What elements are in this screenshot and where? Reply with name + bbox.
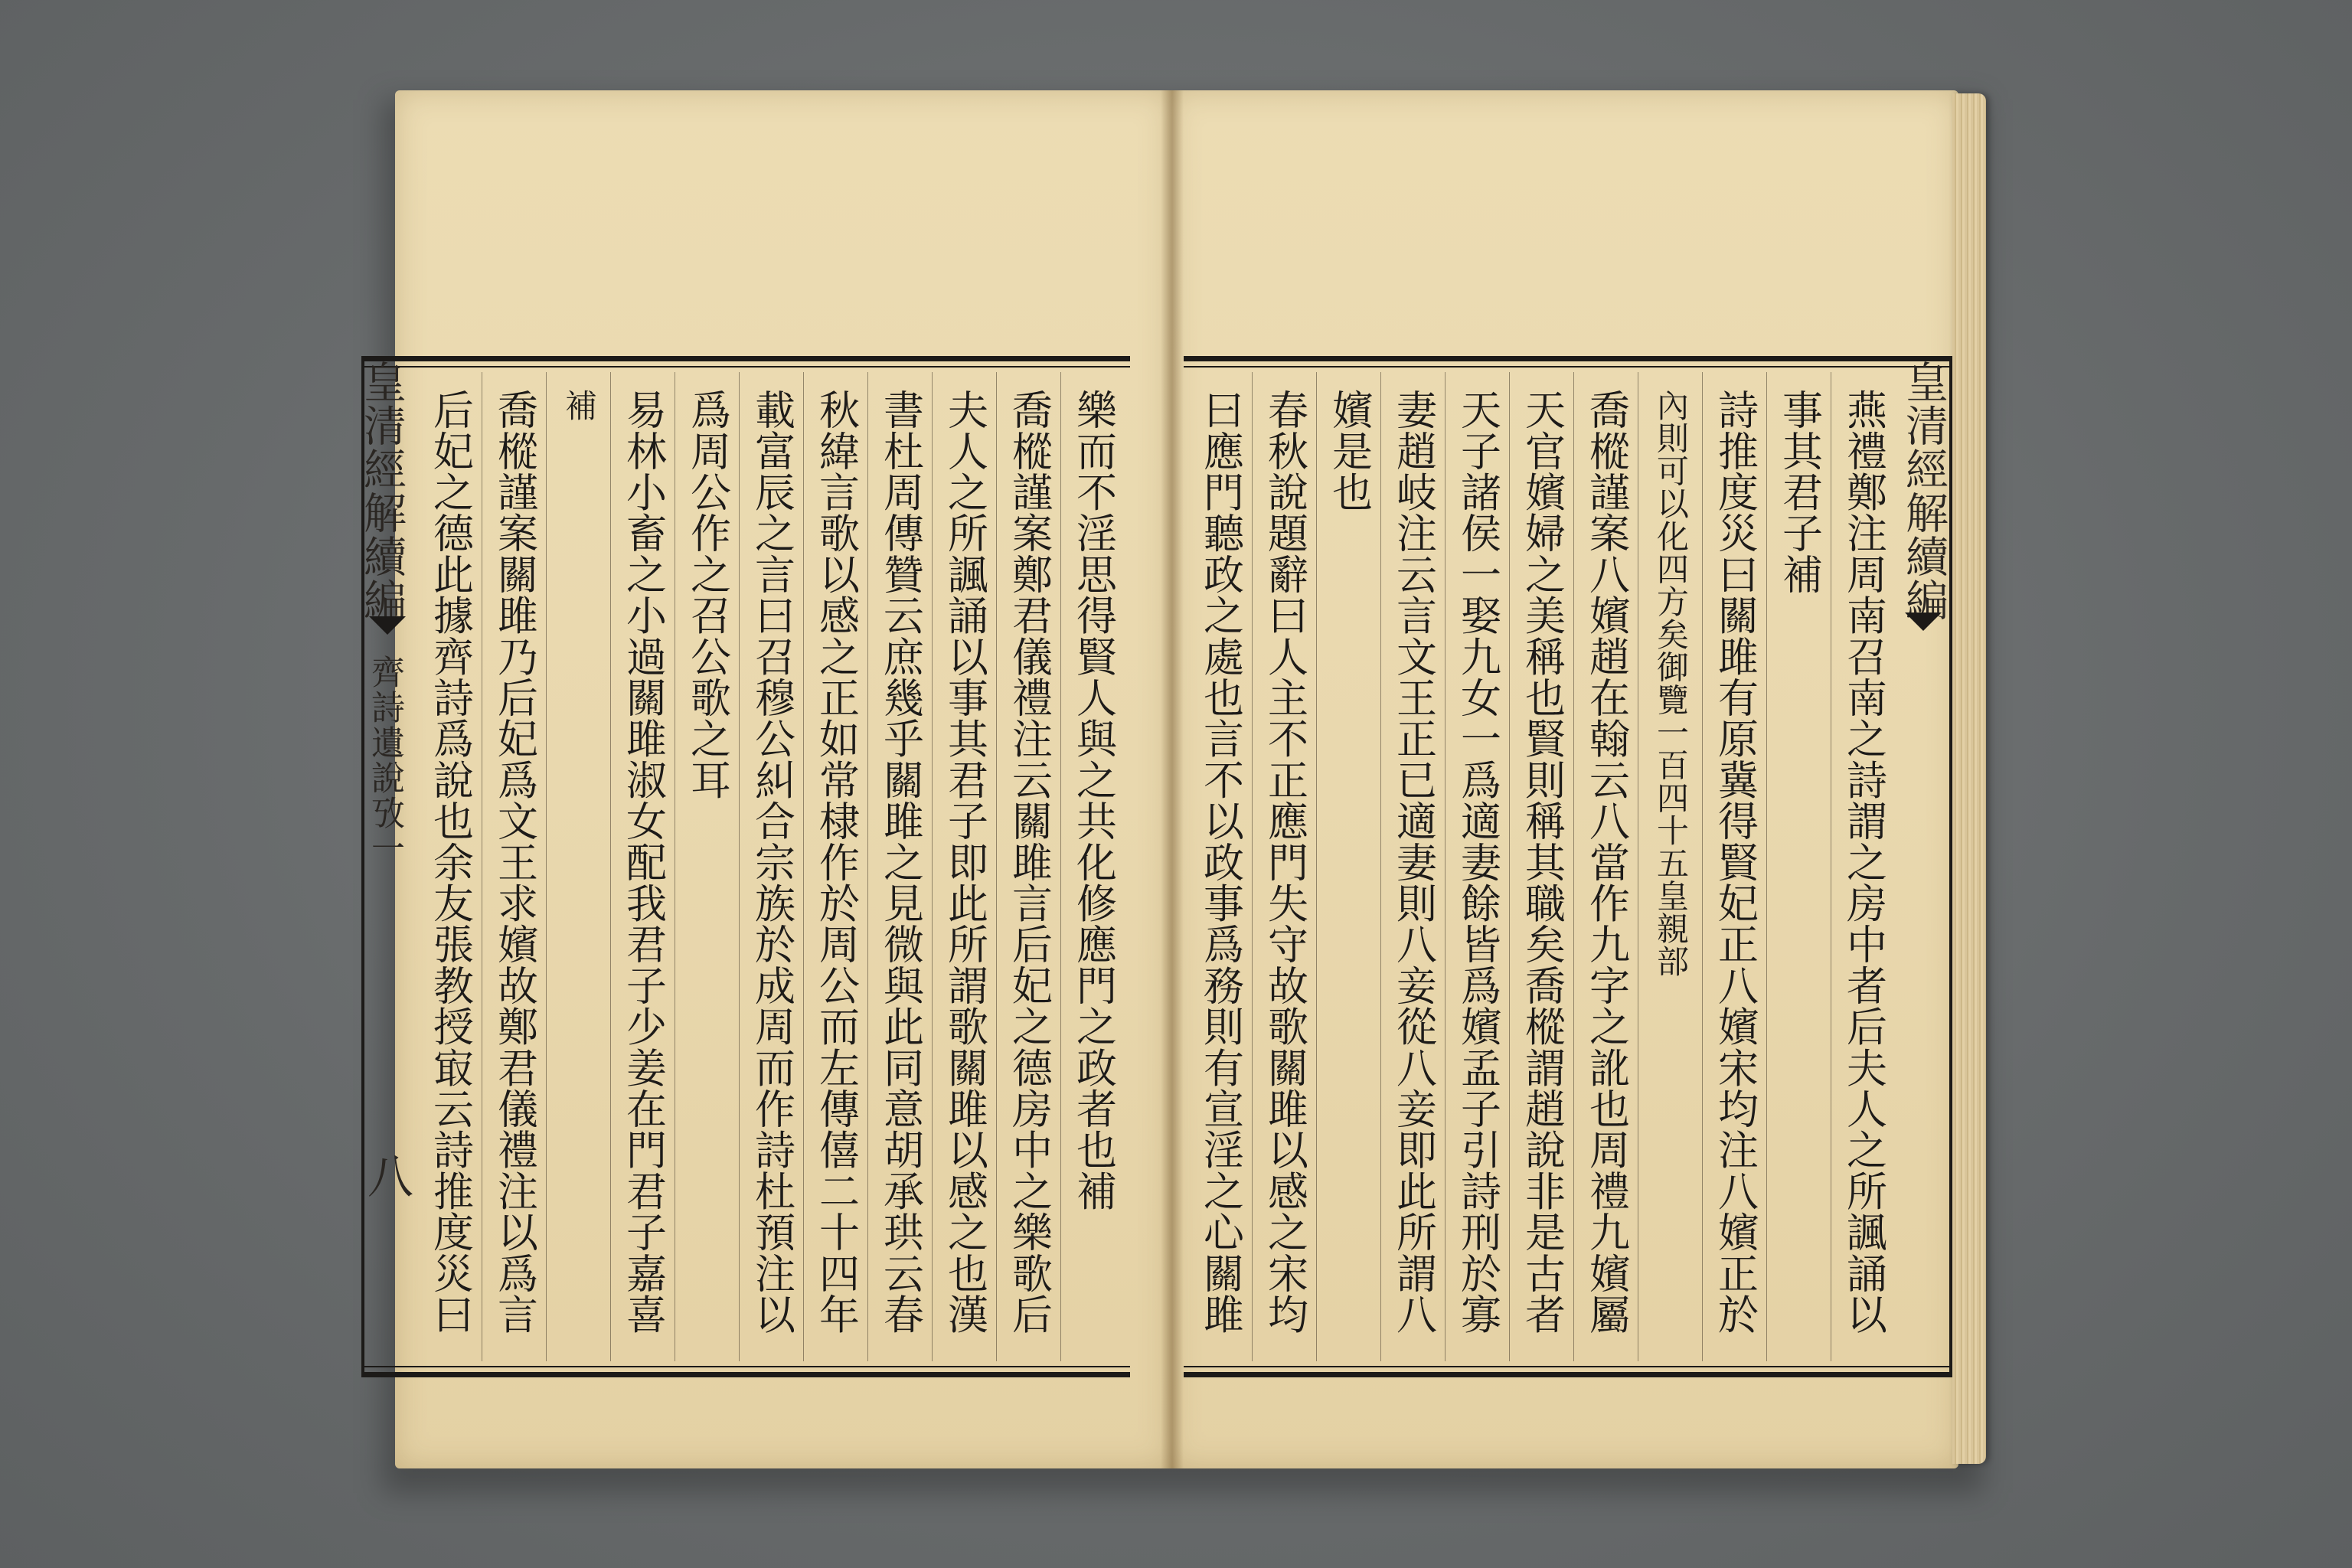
text-column: 秋緯言歌以感之正如常棣作於周公而左傳僖二十四年 (812, 389, 860, 1335)
left-columns (418, 372, 1125, 1361)
left-margin-subtitle: 齊詩遺說攷一 (365, 655, 404, 866)
text-column: 妻趙岐注云言文王正已適妻則八妾從八妾即此所謂八 (1390, 389, 1437, 1335)
right-margin-title: 皇清經解續編 (1899, 360, 1949, 622)
text-column: 曰應門聽政之處也言不以政事爲務則有宣淫之心關雎 (1197, 389, 1244, 1335)
text-column: 爲周公作之召公歌之耳 (684, 389, 731, 800)
text-column: 喬樅謹案鄭君儀禮注云關雎言后妃之德房中之樂歌后 (1005, 389, 1053, 1335)
fish-tail-mark (369, 616, 406, 635)
text-column: 詩推度災曰關雎有原冀得賢妃正八嬪宋均注八嬪正於 (1711, 389, 1759, 1335)
text-column: 燕禮鄭注周南召南之詩謂之房中者后夫人之所諷誦以 (1840, 389, 1887, 1335)
left-margin-title: 皇清經解續編 (357, 360, 407, 622)
text-column: 書杜周傳贊云庶幾乎關雎之見微與此同意胡承珙云春 (877, 389, 924, 1335)
text-column: 事其君子補 (1775, 389, 1823, 595)
page-number: 八 (368, 1151, 413, 1204)
text-column: 載富辰之言曰召穆公糾合宗族於成周而作詩杜預注以 (748, 389, 795, 1335)
right-columns (1188, 372, 1896, 1361)
annotation-column: 補 (560, 389, 598, 422)
text-column: 易林小畜之小過關雎淑女配我君子少姜在門君子嘉喜 (619, 389, 667, 1335)
text-column: 夫人之所諷誦以事其君子即此所謂歌關雎以感之也漢 (941, 389, 988, 1335)
text-column: 春秋說題辭曰人主不正應門失守故歌關雎以感之宋均 (1261, 389, 1308, 1335)
right-text-frame (1184, 356, 1952, 1377)
book-gutter (1161, 90, 1184, 1468)
text-column: 樂而不淫思得賢人與之共化修應門之政者也補 (1070, 389, 1117, 1211)
text-column: 后妃之德此據齊詩爲說也余友張教授㝡云詩推度災曰 (426, 389, 474, 1335)
left-text-frame (357, 356, 1130, 1377)
text-column: 天官嬪婦之美稱也賢則稱其職矣喬樅謂趙說非是古者 (1518, 389, 1566, 1335)
annotation-column: 內則可以化四方矣御覽一百四十五皇親部 (1652, 389, 1690, 978)
page-edges (1952, 93, 1986, 1464)
text-column: 嬪是也 (1325, 389, 1373, 513)
text-column: 喬樅謹案八嬪趙在翰云八當作九字之訛也周禮九嬪屬 (1583, 389, 1630, 1335)
text-column: 喬樅謹案關雎乃后妃爲文王求嬪故鄭君儀禮注以爲言 (491, 389, 538, 1335)
text-column: 天子諸侯一娶九女一爲適妻餘皆爲嬪孟子引詩刑於寡 (1454, 389, 1501, 1335)
fish-tail-mark (1905, 612, 1942, 631)
